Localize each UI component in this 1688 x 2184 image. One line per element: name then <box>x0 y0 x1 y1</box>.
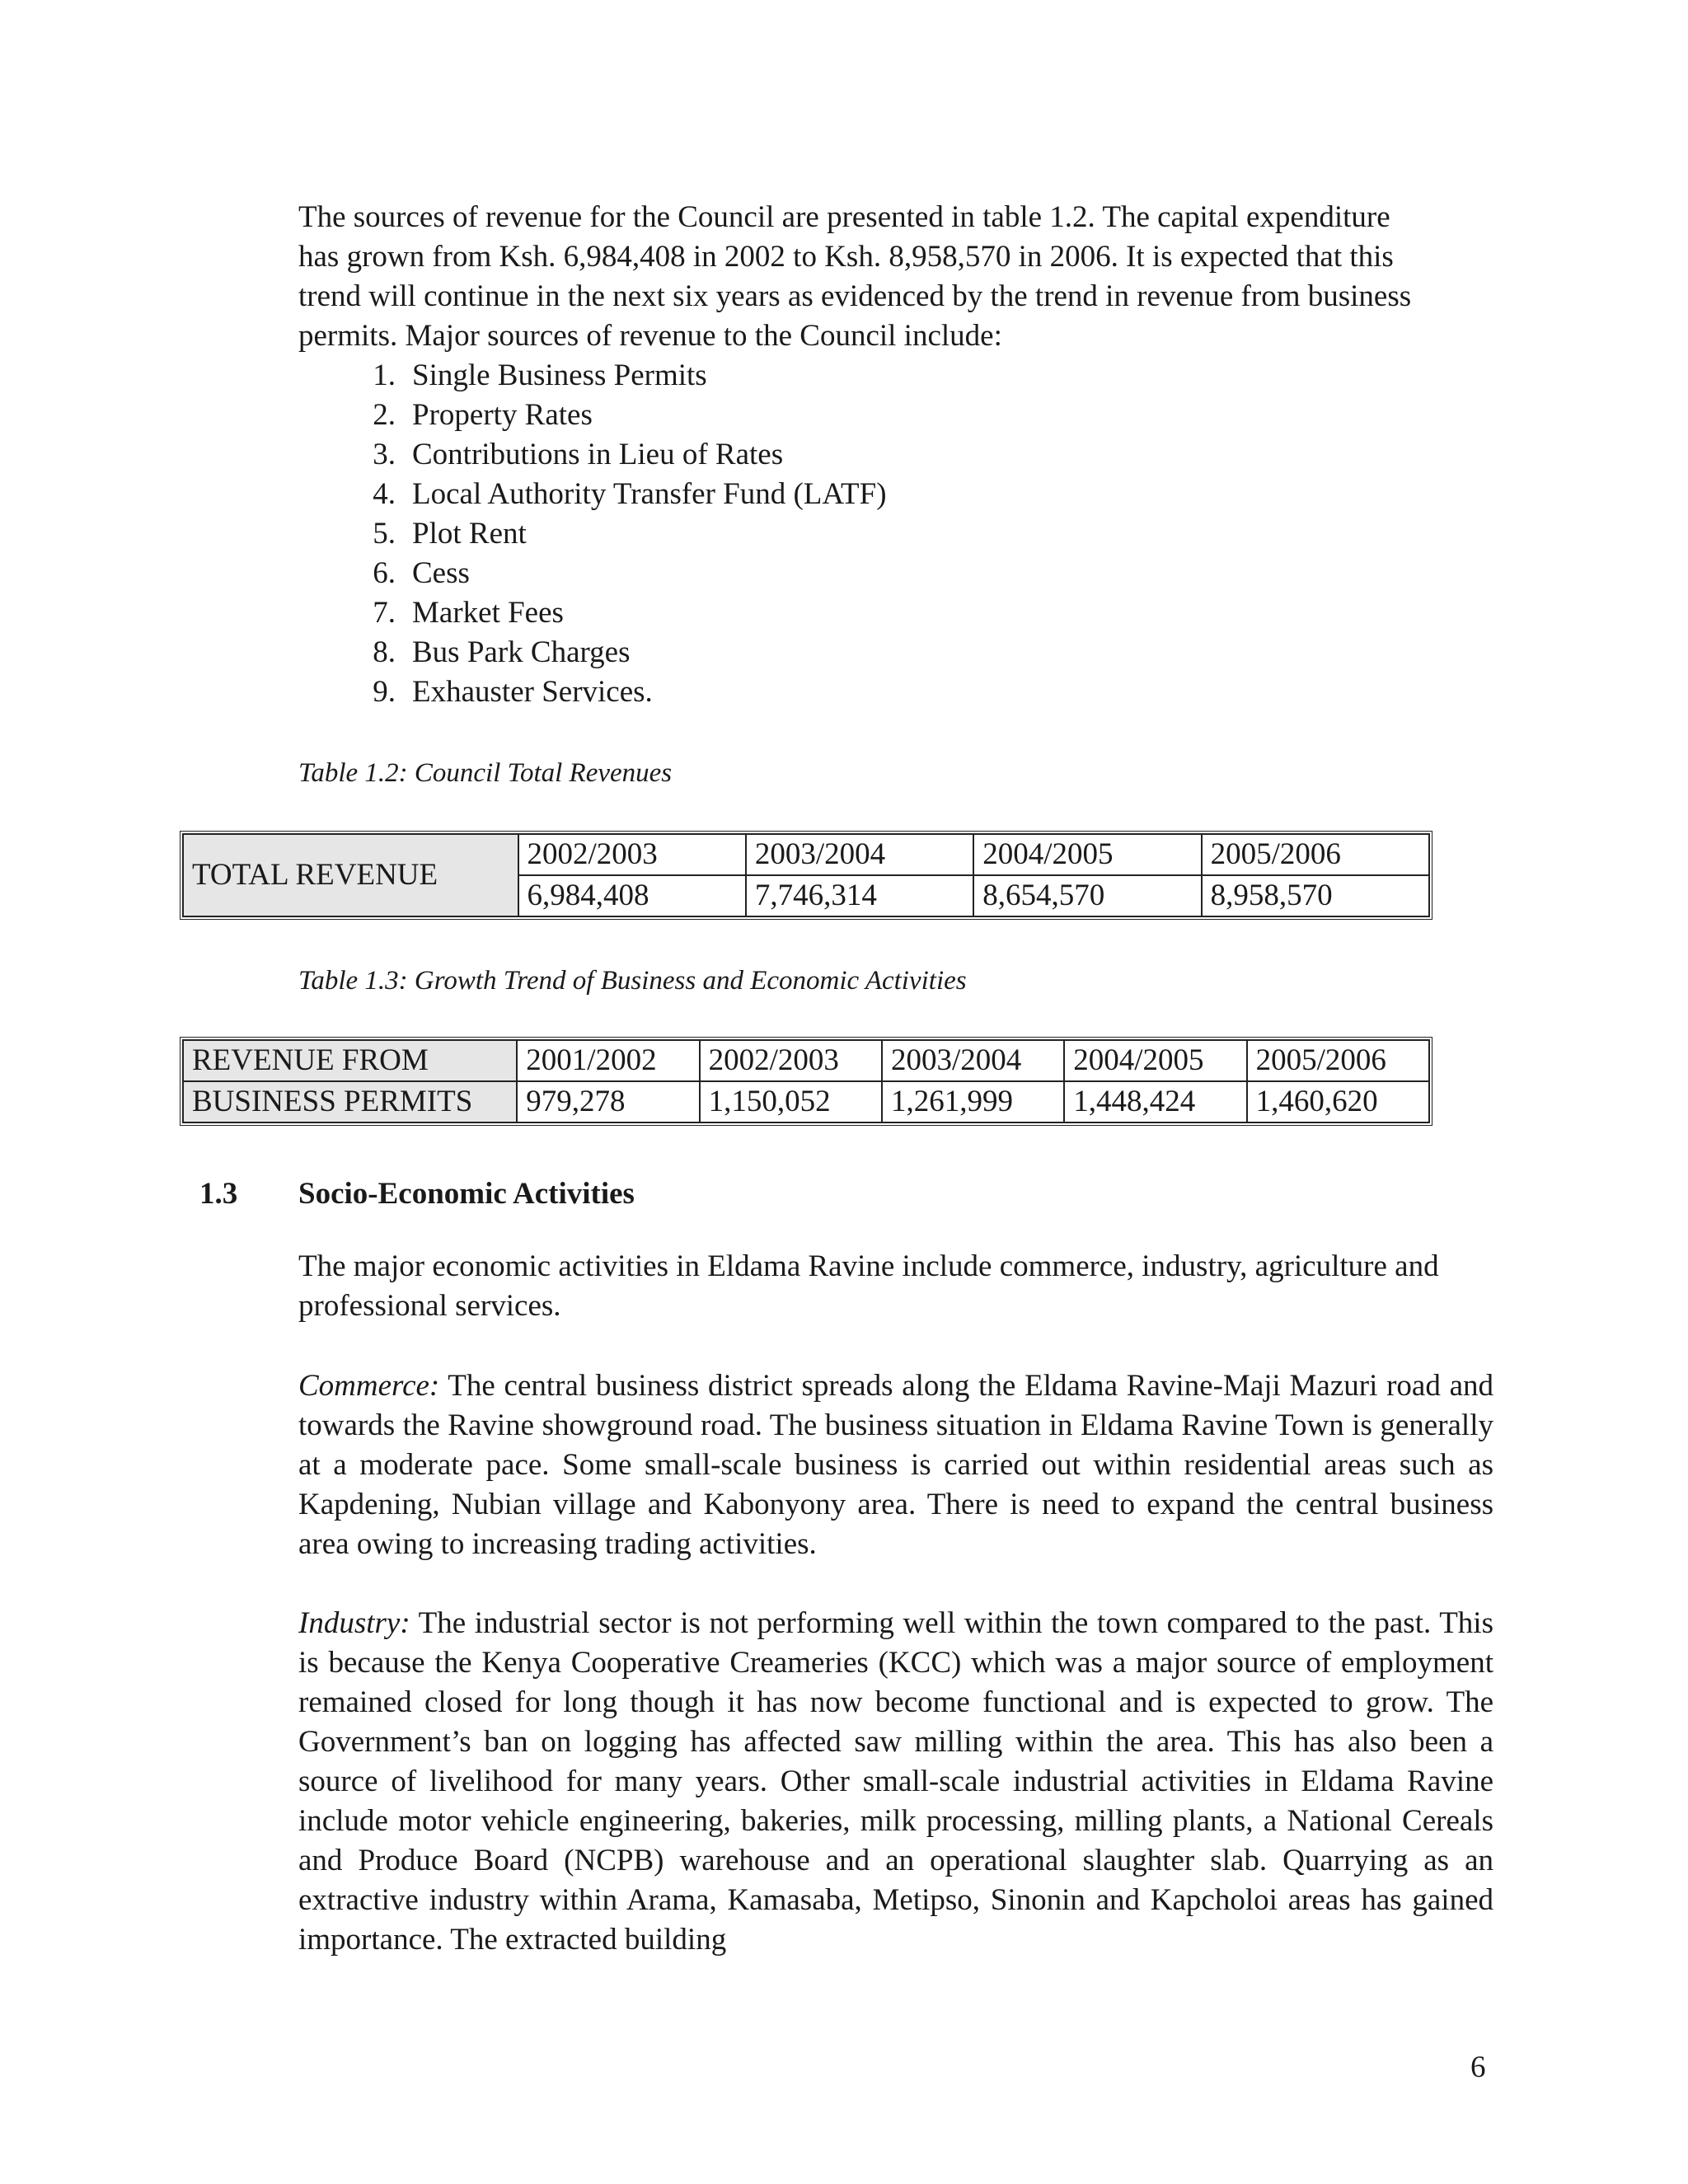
row-label: REVENUE FROM <box>183 1040 517 1081</box>
intro-line: trend will continue in the next six years as evidenced by the trend in revenue from business <box>298 279 1412 313</box>
commerce-text: The central business district spreads along the Eldama Ravine-Maji Mazuri road and towards the Ravine showground road. The business situation in Eldama Ravine Town is generally at a moderate pace. Some small-scale business is carried out within residential areas such as Kapdening, Nubian village and Kabonyony area. There is need to expand the central business area owing to increasing trading activities. <box>298 1369 1493 1561</box>
list-item: 7. Market Fees <box>373 596 564 630</box>
list-item: 5. Plot Rent <box>373 517 527 551</box>
table-caption: Table 1.3: Growth Trend of Business and Economic Activities <box>298 966 967 996</box>
value-cell: 7,746,314 <box>746 875 973 916</box>
page-number: 6 <box>1470 2050 1486 2084</box>
year-cell: 2003/2004 <box>882 1040 1064 1081</box>
list-item: 8. Bus Park Charges <box>373 635 631 669</box>
section-title: Socio-Economic Activities <box>298 1177 635 1211</box>
row-label: TOTAL REVENUE <box>183 834 518 916</box>
value-cell: 8,958,570 <box>1202 875 1429 916</box>
revenue-sources-list <box>345 356 887 712</box>
section-number: 1.3 <box>199 1177 238 1211</box>
paragraph-major-activities: The major economic activities in Eldama Ravine include commerce, industry, agriculture and professional services. <box>298 1249 1439 1323</box>
value-cell: 8,654,570 <box>973 875 1201 916</box>
table-row <box>183 1040 1429 1081</box>
value-cell: 1,261,999 <box>882 1081 1064 1122</box>
year-cell: 2004/2005 <box>1064 1040 1246 1081</box>
value-cell: 1,460,620 <box>1247 1081 1429 1122</box>
row-label: BUSINESS PERMITS <box>183 1081 517 1122</box>
year-cell: 2002/2003 <box>700 1040 882 1081</box>
intro-line: The sources of revenue for the Council are presented in table 1.2. The capital expenditure <box>298 200 1390 234</box>
value-cell: 1,150,052 <box>700 1081 882 1122</box>
intro-line: has grown from Ksh. 6,984,408 in 2002 to Ksh. 8,958,570 in 2006. It is expected that this <box>298 240 1394 274</box>
year-cell: 2005/2006 <box>1202 834 1429 875</box>
value-cell: 979,278 <box>517 1081 699 1122</box>
list-item: 4. Local Authority Transfer Fund (LATF) <box>373 477 887 511</box>
list-item: 6. Cess <box>373 556 470 590</box>
intro-paragraph <box>298 198 1493 356</box>
value-cell: 6,984,408 <box>518 875 746 916</box>
paragraph-industry <box>298 1604 1493 1960</box>
paragraph-commerce <box>298 1366 1493 1564</box>
table-caption: Table 1.2: Council Total Revenues <box>298 758 673 788</box>
year-cell: 2005/2006 <box>1247 1040 1429 1081</box>
list-item: 9. Exhauster Services. <box>373 675 653 709</box>
table-row <box>183 834 1429 875</box>
intro-line: permits. Major sources of revenue to the Council include: <box>298 319 1002 353</box>
industry-text: The industrial sector is not performing well within the town compared to the past. This is because the Kenya Cooperative Creameries (KCC) which was a major source of employment remained closed for long though it has now become functional and is expected to grow. The Government’s ban on logging has affected saw milling within the area. This has also been a source of livelihood for many years. Other small-scale industrial activities in Eldama Ravine include motor vehicle engineering, bakeries, milk processing, milling plants, a National Cereals and Produce Board (NCPB) warehouse and an operational slaughter slab. Quarrying as an extractive industry within Arama, Kamasaba, Metipso, Sinonin and Kapcholoi areas has gained importance. The extracted building <box>298 1606 1493 1957</box>
table-row <box>183 1081 1429 1122</box>
list-item: 1. Single Business Permits <box>373 359 707 392</box>
list-item: 2. Property Rates <box>373 398 593 432</box>
year-cell: 2003/2004 <box>746 834 973 875</box>
commerce-label: Commerce: <box>298 1369 440 1403</box>
year-cell: 2002/2003 <box>518 834 746 875</box>
council-revenue-table <box>180 831 1432 920</box>
business-permits-table <box>180 1037 1432 1126</box>
list-item: 3. Contributions in Lieu of Rates <box>373 438 784 471</box>
industry-label: Industry: <box>298 1606 410 1640</box>
value-cell: 1,448,424 <box>1064 1081 1246 1122</box>
year-cell: 2001/2002 <box>517 1040 699 1081</box>
year-cell: 2004/2005 <box>973 834 1201 875</box>
